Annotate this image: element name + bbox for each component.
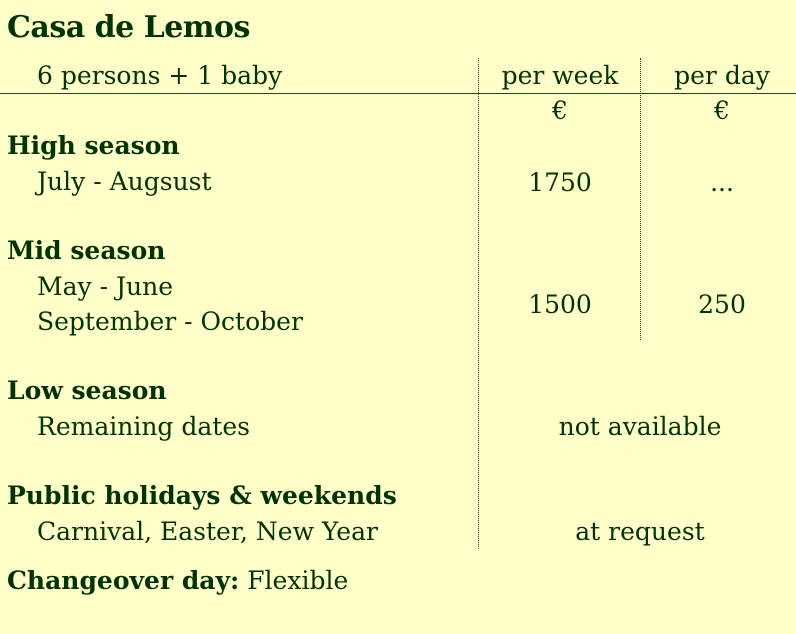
page-title: Casa de Lemos [7, 10, 250, 45]
changeover-line [7, 566, 348, 595]
price-note: not available [558, 412, 722, 441]
changeover-value: Flexible [239, 566, 349, 595]
per-week-header: per week [501, 61, 619, 90]
season-name-mid: Mid season [7, 236, 166, 265]
season-period: Carnival, Easter, New Year [37, 517, 378, 546]
season-period: July - Augsust [37, 167, 212, 196]
season-period: May - June [37, 272, 173, 301]
per-day-header: per day [674, 61, 770, 90]
price-per-week: 1500 [528, 290, 592, 319]
occupancy-label: 6 persons + 1 baby [37, 61, 283, 90]
currency-day: € [714, 96, 730, 125]
price-per-day: ... [710, 168, 734, 197]
price-per-day: 250 [698, 290, 746, 319]
season-name-holidays: Public holidays & weekends [7, 481, 397, 510]
column-divider-left [478, 58, 479, 549]
price-per-week: 1750 [528, 168, 592, 197]
season-name-high: High season [7, 131, 180, 160]
header-divider [0, 93, 796, 94]
season-period: Remaining dates [37, 412, 250, 441]
currency-week: € [552, 96, 568, 125]
price-note: at request [575, 517, 705, 546]
season-name-low: Low season [7, 376, 167, 405]
changeover-label: Changeover day: [7, 566, 240, 595]
column-divider-right [640, 58, 641, 340]
season-period: September - October [37, 307, 303, 336]
